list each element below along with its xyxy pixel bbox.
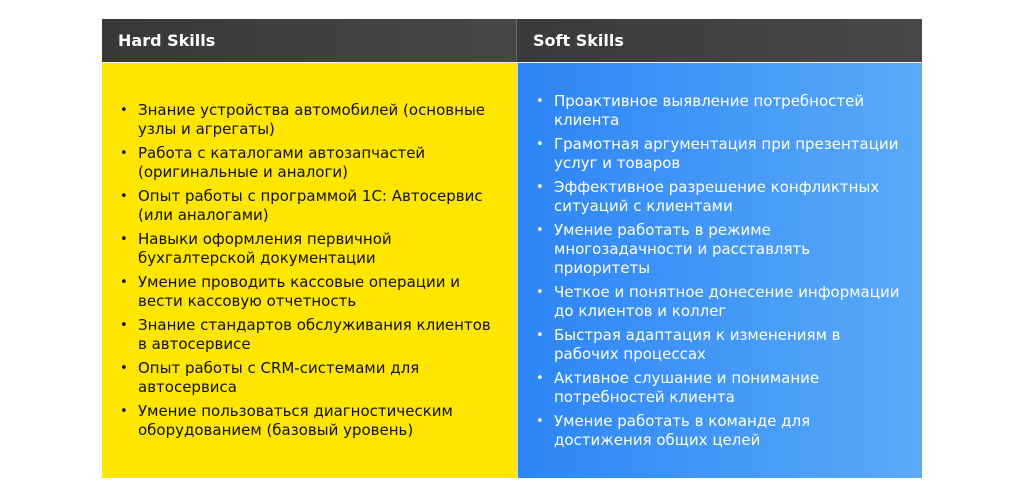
list-item-text: Работа с каталогами автозапчастей (оригинальные и аналоги) <box>138 144 426 181</box>
list-item-text: Активное слушание и понимание потребностей клиента <box>554 368 820 406</box>
skills-table <box>102 19 922 478</box>
list-item-text: Проактивное выявление потребностей клиента <box>554 91 865 129</box>
list-item-text: Умение пользоваться диагностическим оборудованием (базовый уровень) <box>138 402 453 439</box>
list-item-text: Умение работать в режиме многозадачности и расставлять приоритеты <box>554 220 811 277</box>
list-item <box>118 144 501 182</box>
list-item-text: Умение работать в команде для достижения общих целей <box>554 411 811 449</box>
bullet-icon: • <box>536 413 544 429</box>
list-item <box>118 316 501 354</box>
bullet-icon: • <box>120 404 128 419</box>
list-item <box>534 369 908 407</box>
list-item-text: Четкое и понятное донесение информации до клиентов и коллег <box>554 282 900 320</box>
list-item <box>534 92 908 130</box>
soft-skills-title: Soft Skills <box>533 31 624 50</box>
list-item-text: Навыки оформления первичной бухгалтерской документации <box>138 230 392 267</box>
list-item-text: Опыт работы с CRM-системами для автосервиса <box>138 359 420 396</box>
bullet-icon: • <box>120 275 128 290</box>
bullet-icon: • <box>120 232 128 247</box>
bullet-icon: • <box>120 103 128 118</box>
soft-skills-cell <box>517 62 922 478</box>
list-item <box>534 283 908 321</box>
list-item <box>118 273 501 311</box>
soft-skills-header <box>517 19 922 62</box>
hard-skills-cell <box>102 62 517 478</box>
bullet-icon: • <box>120 189 128 204</box>
list-item-text: Грамотная аргументация при презентации услуг и товаров <box>554 134 899 172</box>
list-item-text: Быстрая адаптация к изменениям в рабочих процессах <box>554 325 841 363</box>
soft-skills-list <box>534 92 908 450</box>
list-item <box>118 101 501 139</box>
bullet-icon: • <box>120 146 128 161</box>
bullet-icon: • <box>536 284 544 300</box>
bullet-icon: • <box>536 327 544 343</box>
list-item <box>534 326 908 364</box>
list-item-text: Эффективное разрешение конфликтных ситуаций с клиентами <box>554 177 880 215</box>
bullet-icon: • <box>536 93 544 109</box>
hard-skills-header <box>102 19 517 62</box>
list-item <box>118 187 501 225</box>
list-item-text: Опыт работы с программой 1С: Автосервис (или аналогами) <box>138 187 483 224</box>
bullet-icon: • <box>120 361 128 376</box>
bullet-icon: • <box>536 179 544 195</box>
list-item <box>118 402 501 440</box>
list-item <box>534 412 908 450</box>
list-item-text: Умение проводить кассовые операции и вести кассовую отчетность <box>138 273 460 310</box>
list-item <box>534 178 908 216</box>
bullet-icon: • <box>536 370 544 386</box>
list-item <box>118 230 501 268</box>
list-item <box>534 135 908 173</box>
list-item <box>534 221 908 278</box>
bullet-icon: • <box>120 318 128 333</box>
list-item-text: Знание устройства автомобилей (основные узлы и агрегаты) <box>138 101 486 138</box>
list-item <box>118 359 501 397</box>
bullet-icon: • <box>536 222 544 238</box>
hard-skills-title: Hard Skills <box>118 31 216 50</box>
list-item-text: Знание стандартов обслуживания клиентов в автосервисе <box>138 316 491 353</box>
hard-skills-list <box>118 101 501 440</box>
bullet-icon: • <box>536 136 544 152</box>
